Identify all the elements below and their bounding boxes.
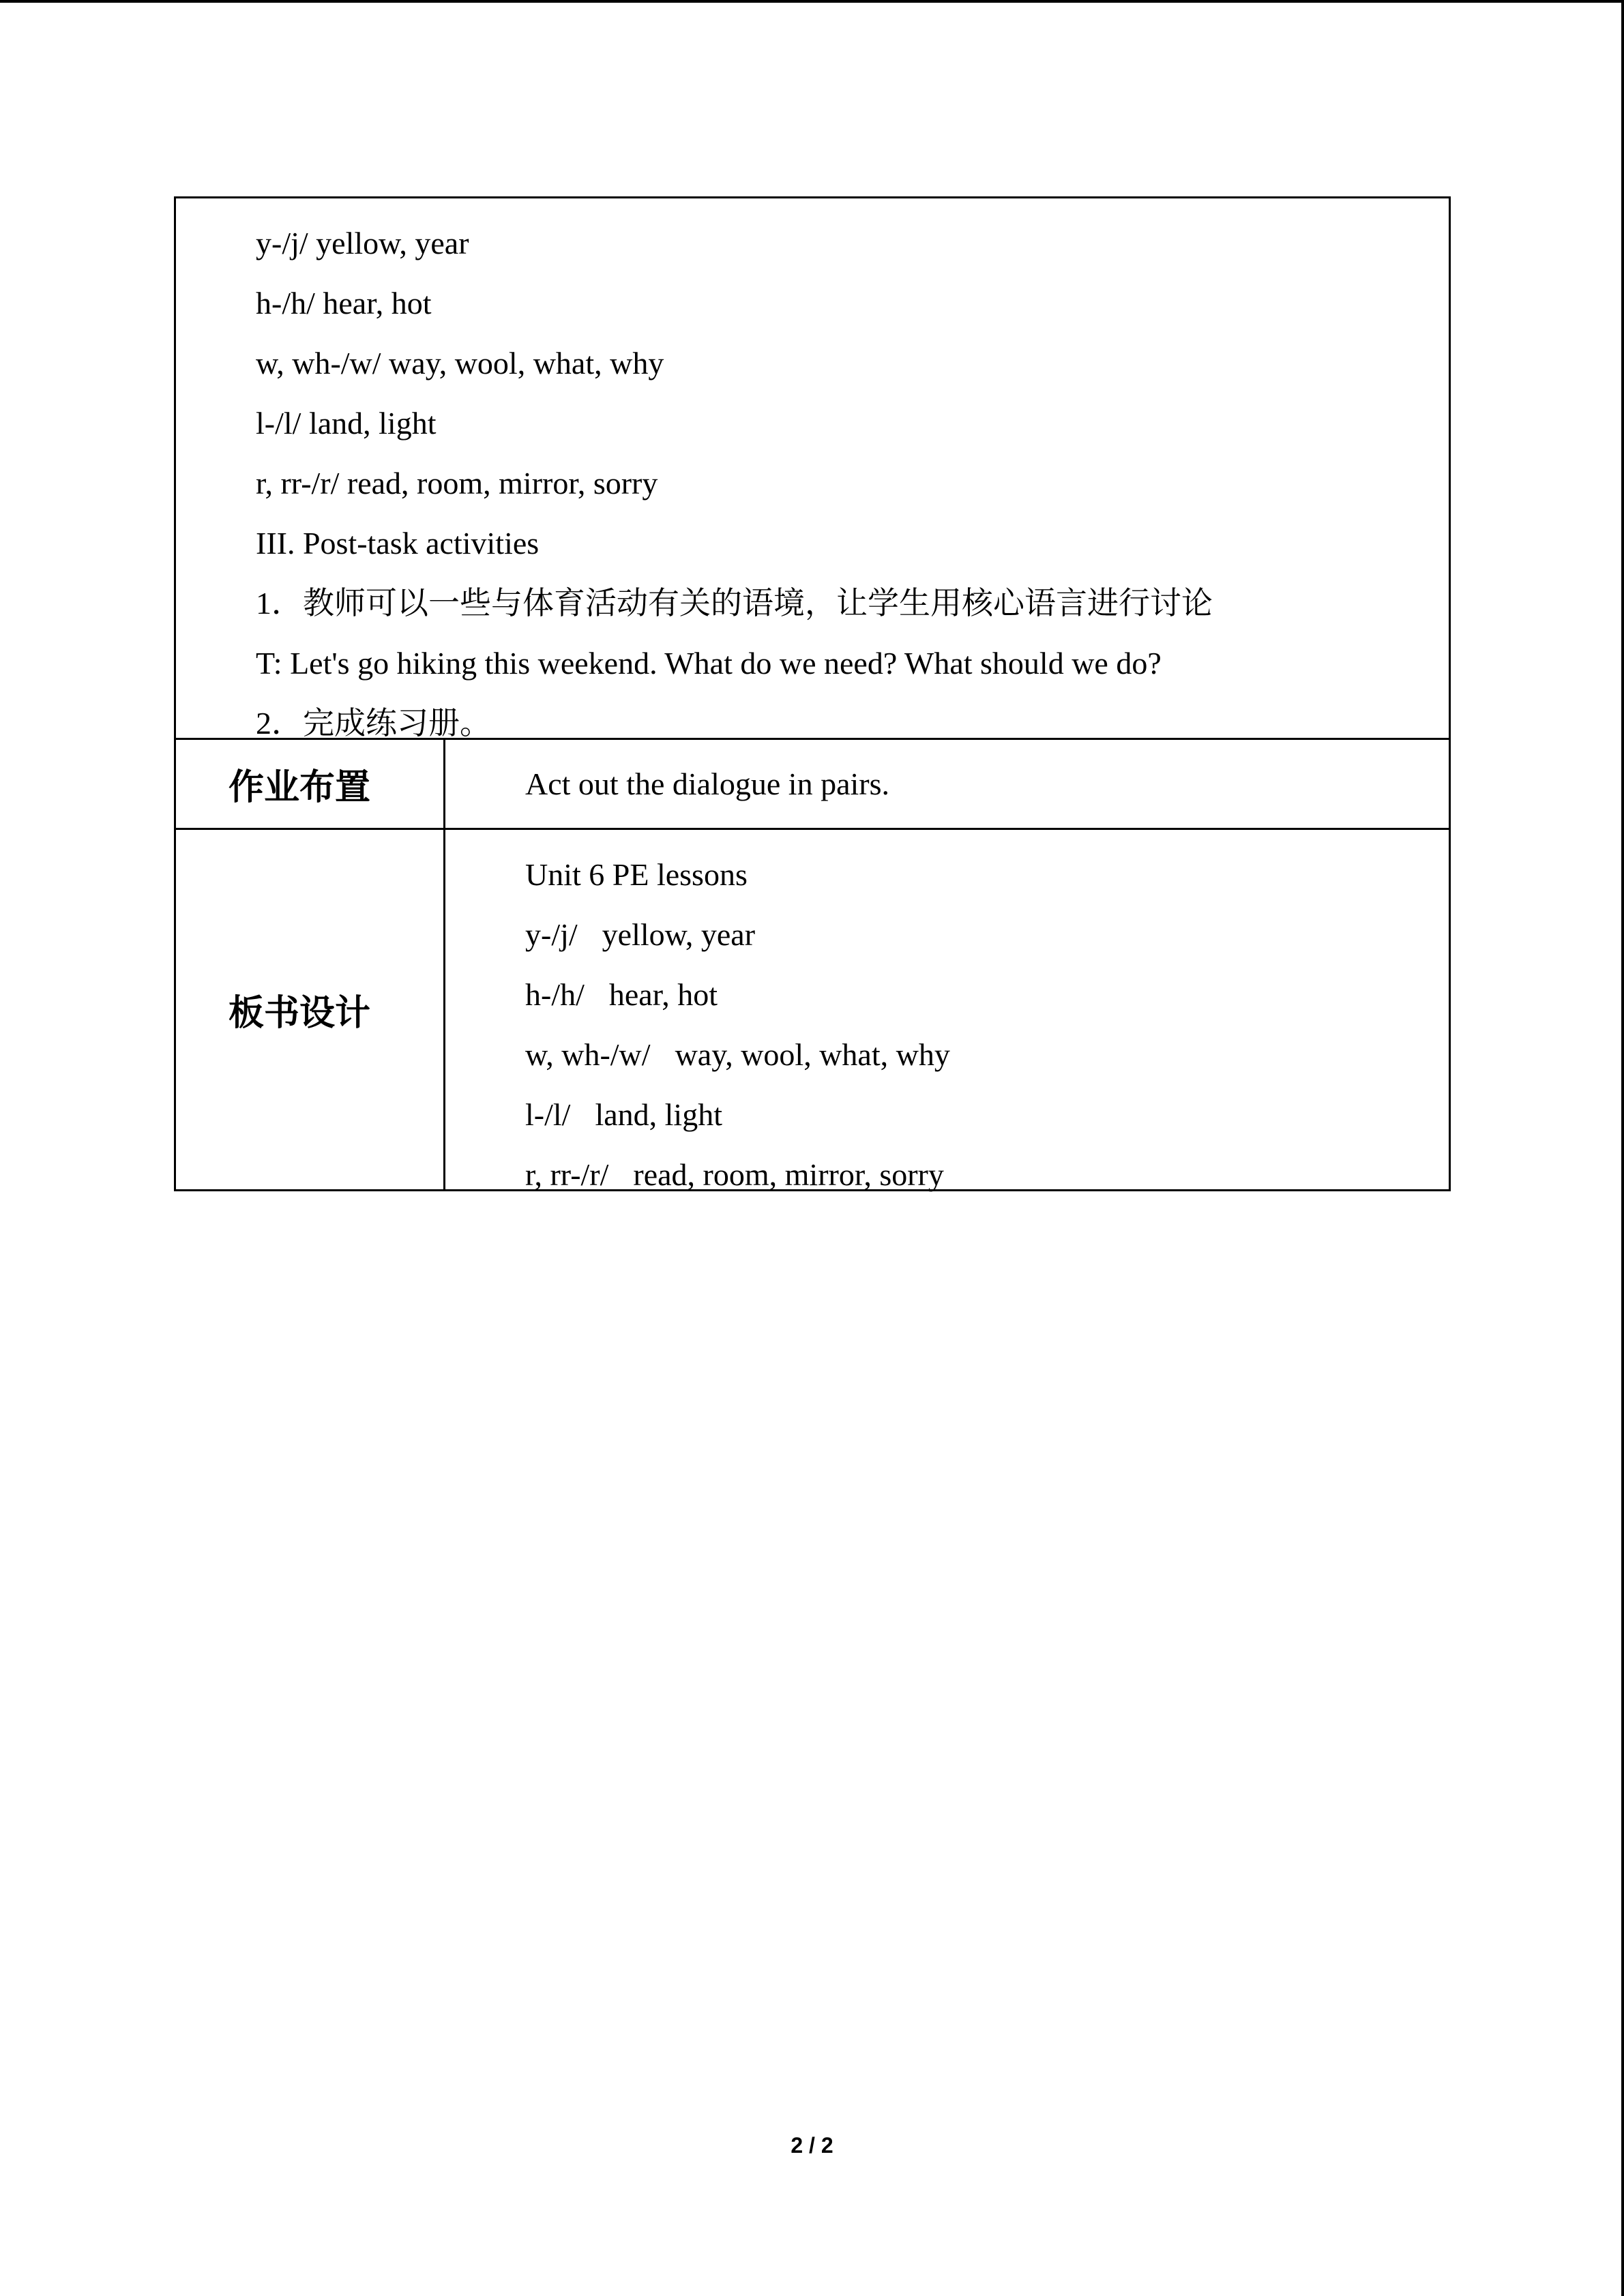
board-entry <box>525 1145 1449 1205</box>
board-design-label: 板书设计 <box>176 830 445 1189</box>
board-entry <box>525 965 1449 1025</box>
homework-label: 作业布置 <box>176 740 445 828</box>
teaching-procedure-continuation <box>176 198 1449 740</box>
board-entry-sound: l-/l/ <box>525 1097 571 1132</box>
board-entry-words: yellow, year <box>602 917 756 952</box>
phonics-line-r: r, rr-/r/ read, room, mirror, sorry <box>256 466 658 501</box>
post-task-step-2: 2．完成练习册。 <box>256 706 491 741</box>
board-entry-words: hear, hot <box>608 977 718 1012</box>
board-entry-sound: w, wh-/w/ <box>525 1037 651 1072</box>
board-entry-sound: h-/h/ <box>525 977 585 1012</box>
homework-row <box>176 740 1449 830</box>
teacher-prompt: T: Let's go hiking this weekend. What do we need? What should we do? <box>256 646 1162 681</box>
board-entry-sound: y-/j/ <box>525 917 578 952</box>
phonics-line-y: y-/j/ yellow, year <box>256 226 469 260</box>
post-task-step-1: 1．教师可以一些与体育活动有关的语境，让学生用核心语言进行讨论 <box>256 586 1213 621</box>
phonics-line-h: h-/h/ hear, hot <box>256 286 432 320</box>
post-task-heading: III. Post-task activities <box>256 526 540 561</box>
phonics-line-l: l-/l/ land, light <box>256 406 437 441</box>
homework-content-cell <box>445 740 1449 828</box>
page-right-border <box>1621 0 1624 2296</box>
board-entry <box>525 1025 1449 1085</box>
board-entry-sound: r, rr-/r/ <box>525 1157 609 1192</box>
phonics-line-w: w, wh-/w/ way, wool, what, why <box>256 346 664 381</box>
board-entry <box>525 905 1449 965</box>
board-entry-words: read, room, mirror, sorry <box>633 1157 944 1192</box>
board-design-content-cell <box>445 830 1449 1192</box>
board-entry <box>525 1085 1449 1145</box>
lesson-plan-table <box>174 196 1451 1191</box>
homework-content: Act out the dialogue in pairs. <box>525 766 889 801</box>
page-number: 2 / 2 <box>791 2133 833 2158</box>
board-entry-words: way, wool, what, why <box>675 1037 950 1072</box>
board-design-title: Unit 6 PE lessons <box>525 857 748 892</box>
board-entry-words: land, light <box>595 1097 722 1132</box>
board-design-row <box>176 830 1449 1192</box>
page-top-border <box>0 0 1624 3</box>
